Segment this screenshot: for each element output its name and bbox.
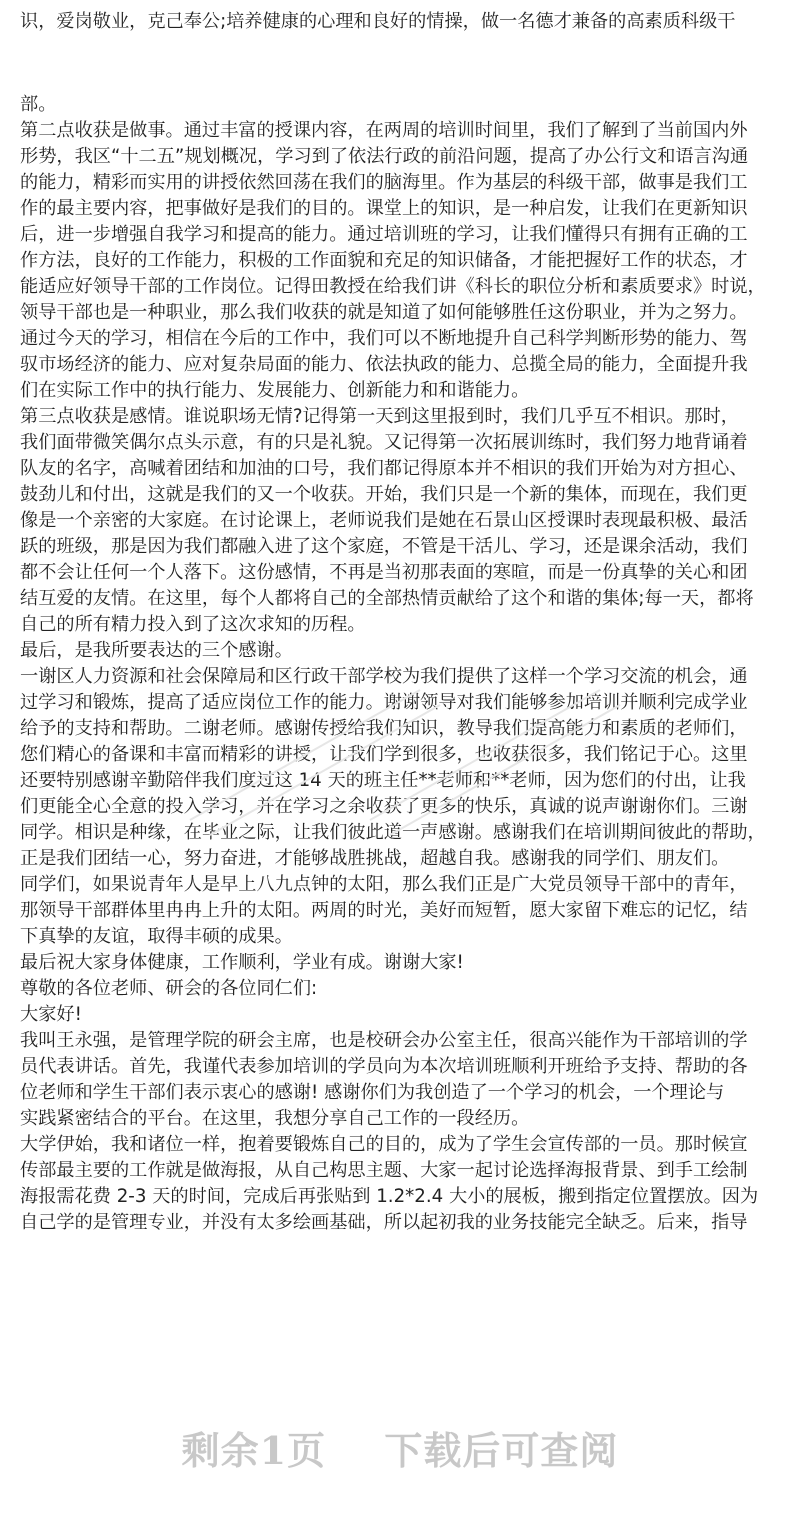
text-line: 驭市场经济的能力、应对复杂局面的能力、依法执政的能力、总揽全局的能力，全面提升我 [20,354,748,375]
text-line: 都不会让任何一个人落下。这份感情，不再是当初那表面的寒暄，而是一份真挚的关心和团 [20,562,748,583]
text-line: 我们面带微笑偶尔点头示意，有的只是礼貌。又记得第一次拓展训练时，我们努力地背诵着 [20,432,748,453]
text-line: 自己学的是管理专业，并没有太多绘画基础，所以起初我的业务技能完全缺乏。后来，指导 [20,1212,748,1233]
text-line: 们更能全心全意的投入学习，并在学习之余收获了更多的快乐，真诚的说声谢谢你们。三谢 [20,796,748,817]
text-line: 跃的班级，那是因为我们都融入进了这个家庭，不管是干活儿、学习，还是课余活动，我们 [20,536,748,557]
text-line: 一谢区人力资源和社会保障局和区行政干部学校为我们提供了这样一个学习交流的机会，通 [20,666,748,687]
text-line: 尊敬的各位老师、研会的各位同仁们: [20,978,318,999]
text-line: 能适应好领导干部的工作岗位。记得田教授在给我们讲《科长的职位分析和素质要求》时说， [20,276,766,297]
remaining-pages-label: 剩余1页 [181,1428,327,1473]
text-line: 最后祝大家身体健康，工作顺利，学业有成。谢谢大家! [20,952,464,973]
text-line: 像是一个亲密的大家庭。在讨论课上，老师说我们是她在石景山区授课时表现最积极、最活 [20,510,748,531]
text-line: 鼓劲儿和付出，这就是我们的又一个收获。开始，我们只是一个新的集体，而现在，我们更 [20,484,748,505]
text-line: 部。 [20,94,57,115]
download-to-view-label[interactable]: 下载后可查阅 [384,1428,619,1473]
text-line: 队友的名字，高喊着团结和加油的口号，我们都记得原本并不相识的我们开始为对方担心、 [20,458,748,479]
text-line: 过学习和锻炼，提高了适应岗位工作的能力。谢谢领导对我们能够参加培训并顺利完成学业 [20,692,748,713]
text-line: 同学们，如果说青年人是早上八九点钟的太阳，那么我们正是广大党员领导干部中的青年， [20,874,748,895]
text-line: 正是我们团结一心，努力奋进，才能够战胜挑战，超越自我。感谢我的同学们、朋友们。 [20,848,730,869]
text-line: 的能力，精彩而实用的讲授依然回荡在我们的脑海里。作为基层的科级干部，做事是我们工 [20,172,748,193]
text-line: 那领导干部群体里冉冉上升的太阳。两周的时光，美好而短暂，愿大家留下难忘的记忆，结 [20,900,748,921]
text-line: 还要特别感谢辛勤陪伴我们度过这 14 天的班主任**老师和**老师，因为您们的付出，让我 [20,770,746,791]
text-line: 给予的支持和帮助。二谢老师。感谢传授给我们知识，教导我们提高能力和素质的老师们， [20,718,748,739]
text-line: 最后，是我所要表达的三个感谢。 [20,640,293,661]
text-line: 大家好! [20,1004,82,1025]
download-prompt[interactable] [0,1420,800,1475]
text-line: 海报需花费 2-3 天的时间，完成后再张贴到 1.2*2.4 大小的展板，搬到指定位置摆放。因为 [20,1186,759,1207]
text-line: 通过今天的学习，相信在今后的工作中，我们可以不断地提升自己科学判断形势的能力、驾 [20,328,748,349]
text-line: 后，进一步增强自我学习和提高的能力。通过培训班的学习，让我们懂得只有拥有正确的工 [20,224,748,245]
text-line: 识，爱岗敬业，克己奉公;培养健康的心理和良好的情操，做一名德才兼备的高素质科级干 [20,11,736,32]
text-line: 员代表讲话。首先，我谨代表参加培训的学员向为本次培训班顺利开班给予支持、帮助的各 [20,1056,748,1077]
text-line: 我叫王永强，是管理学院的研会主席，也是校研会办公室主任，很高兴能作为干部培训的学 [20,1030,748,1051]
text-line: 作的最主要内容，把事做好是我们的目的。课堂上的知识，是一种启发，让我们在更新知识 [20,198,748,219]
text-line: 第二点收获是做事。通过丰富的授课内容，在两周的培训时间里，我们了解到了当前国内外 [20,120,748,141]
text-line: 传部最主要的工作就是做海报，从自己构思主题、大家一起讨论选择海报背景、到手工绘制 [20,1160,748,1181]
text-line: 第三点收获是感情。谁说职场无情?记得第一天到这里报到时，我们几乎互不相识。那时， [20,406,739,427]
text-line: 位老师和学生干部们表示衷心的感谢! 感谢你们为我创造了一个学习的机会，一个理论与 [20,1082,725,1103]
text-line: 自己的所有精力投入到了这次求知的历程。 [20,614,366,635]
text-line: 实践紧密结合的平台。在这里，我想分享自己工作的一段经历。 [20,1108,530,1129]
text-line: 您们精心的备课和丰富而精彩的讲授，让我们学到很多，也收获很多，我们铭记于心。这里 [20,744,748,765]
text-line: 大学伊始，我和诸位一样，抱着要锻炼自己的目的，成为了学生会宣传部的一员。那时候宣 [20,1134,748,1155]
text-line: 领导干部也是一种职业，那么我们收获的就是知道了如何能够胜任这份职业，并为之努力。 [20,302,748,323]
text-line: 们在实际工作中的执行能力、发展能力、创新能力和和谐能力。 [20,380,530,401]
text-line: 下真挚的友谊，取得丰硕的成果。 [20,926,293,947]
text-line: 作方法，良好的工作能力，积极的工作面貌和充足的知识储备，才能把握好工作的状态，才 [20,250,748,271]
text-line: 结互爱的友情。在这里，每个人都将自己的全部热情贡献给了这个和谐的集体;每一天，都将 [20,588,754,609]
text-line: 同学。相识是种缘，在毕业之际，让我们彼此道一声感谢。感谢我们在培训期间彼此的帮助， [20,822,766,843]
text-line: 形势，我区“十二五”规划概况，学习到了依法行政的前沿问题，提高了办公行文和语言沟通 [20,146,749,167]
